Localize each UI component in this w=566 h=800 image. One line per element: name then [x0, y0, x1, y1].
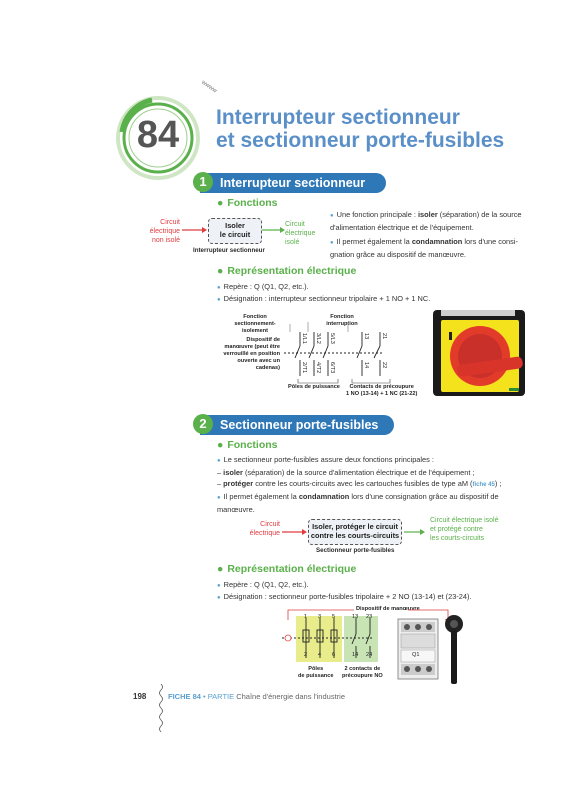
s2-function-text: ● Le sectionneur porte-fusibles assure deux fonctions principales : – isoler (séparation) de la source d'alimentation électrique et de l'équipement ; – protéger contre les courts-circuits avec les cartouches fusibles de type aM (fiche 45) ; ● Il permet également la condamnation lors d'une consignation grâce au dispositif de manœuvre. [217, 454, 537, 515]
s1-right-label: Circuit électrique isolé [285, 221, 316, 246]
s1-caption-contacts: Contacts de précoupure 1 NO (13-14) + 1 NC (21-22) [346, 384, 418, 397]
s1-label-disp: Dispositif de manœuvre (peut être verrouillé en position ouverte avec un cadenas) [223, 337, 280, 371]
rotary-switch-image [427, 308, 529, 400]
footer-wave [158, 684, 164, 734]
page-number: 198 [133, 692, 147, 701]
section1-fonctions-heading: ● Fonctions [217, 197, 278, 209]
section1-title: Interrupteur sectionneur [220, 176, 366, 190]
section1-header [200, 173, 386, 193]
chapter-number: 84 [136, 114, 180, 156]
s1-caption-poles: Pôles de puissance [288, 384, 340, 390]
section2-title: Sectionneur porte-fusibles [220, 418, 379, 432]
s2-function-box: Isoler, protéger le circuit contre les courts-circuits [308, 519, 402, 545]
s2-caption-contacts: 2 contacts de précoupure NO [342, 666, 383, 679]
page-title-line2: et sectionneur porte-fusibles [216, 129, 505, 152]
section1-repr-heading: ● Représentation électrique [217, 265, 356, 277]
section2-header [200, 415, 394, 435]
s1-label-inter: Fonction interruption [326, 314, 358, 327]
s1-diagram-caption: Interrupteur sectionneur [193, 247, 265, 254]
s2-label-disp: Dispositif de manœuvre [356, 606, 420, 612]
section2-number: 2 [193, 414, 213, 434]
s2-caption-poles: Pôles de puissance [298, 666, 334, 679]
section1-number: 1 [193, 172, 213, 192]
operating-handle-image [442, 614, 466, 686]
section2-designation: ● Désignation : sectionneur porte-fusibles tripolaire + 2 NO (13-14) et (23-24). [217, 591, 472, 604]
page-title-line1: Interrupteur sectionneur [216, 106, 460, 129]
s2-diagram-caption: Sectionneur porte-fusibles [316, 547, 395, 554]
device-label: Q1 [412, 652, 420, 658]
fiche-45-link[interactable]: fiche 45 [472, 482, 495, 488]
s2-left-label: Circuit électrique [249, 521, 280, 537]
s1-label-sect: Fonction sectionnement- isolement [234, 314, 276, 334]
s1-function-text: ● Une fonction principale : isoler (séparation) de la source d'alimentation électrique et de l'équipement. ● Il permet également la condamnation lors d'une consi- gnation grâce au dispositif de manœuvre. [330, 209, 535, 260]
section2-repr-heading: ● Représentation électrique [217, 563, 356, 575]
s1-schema-drawing [270, 318, 410, 384]
section1-designation: ● Désignation : interrupteur sectionneur tripolaire + 1 NO + 1 NC. [217, 293, 430, 306]
section2-repere: ● Repère : Q (Q1, Q2, etc.). [217, 579, 309, 592]
section1-repere: ● Repère : Q (Q1, Q2, etc.). [217, 281, 309, 294]
chapter-badge [112, 92, 202, 182]
s1-left-label: Circuit électrique non isolé [149, 219, 180, 244]
fuse-disconnector-image [397, 618, 439, 680]
s1-function-box: Isoler le circuit [208, 218, 262, 244]
s2-right-label: Circuit électrique isolé et protégé contre les courts-circuits [430, 517, 499, 542]
decor-mark: wwww [200, 79, 218, 95]
footer-text: FICHE 84 • PARTIE Chaîne d'énergie dans l'industrie [168, 692, 345, 701]
section2-fonctions-heading: ● Fonctions [217, 439, 278, 451]
